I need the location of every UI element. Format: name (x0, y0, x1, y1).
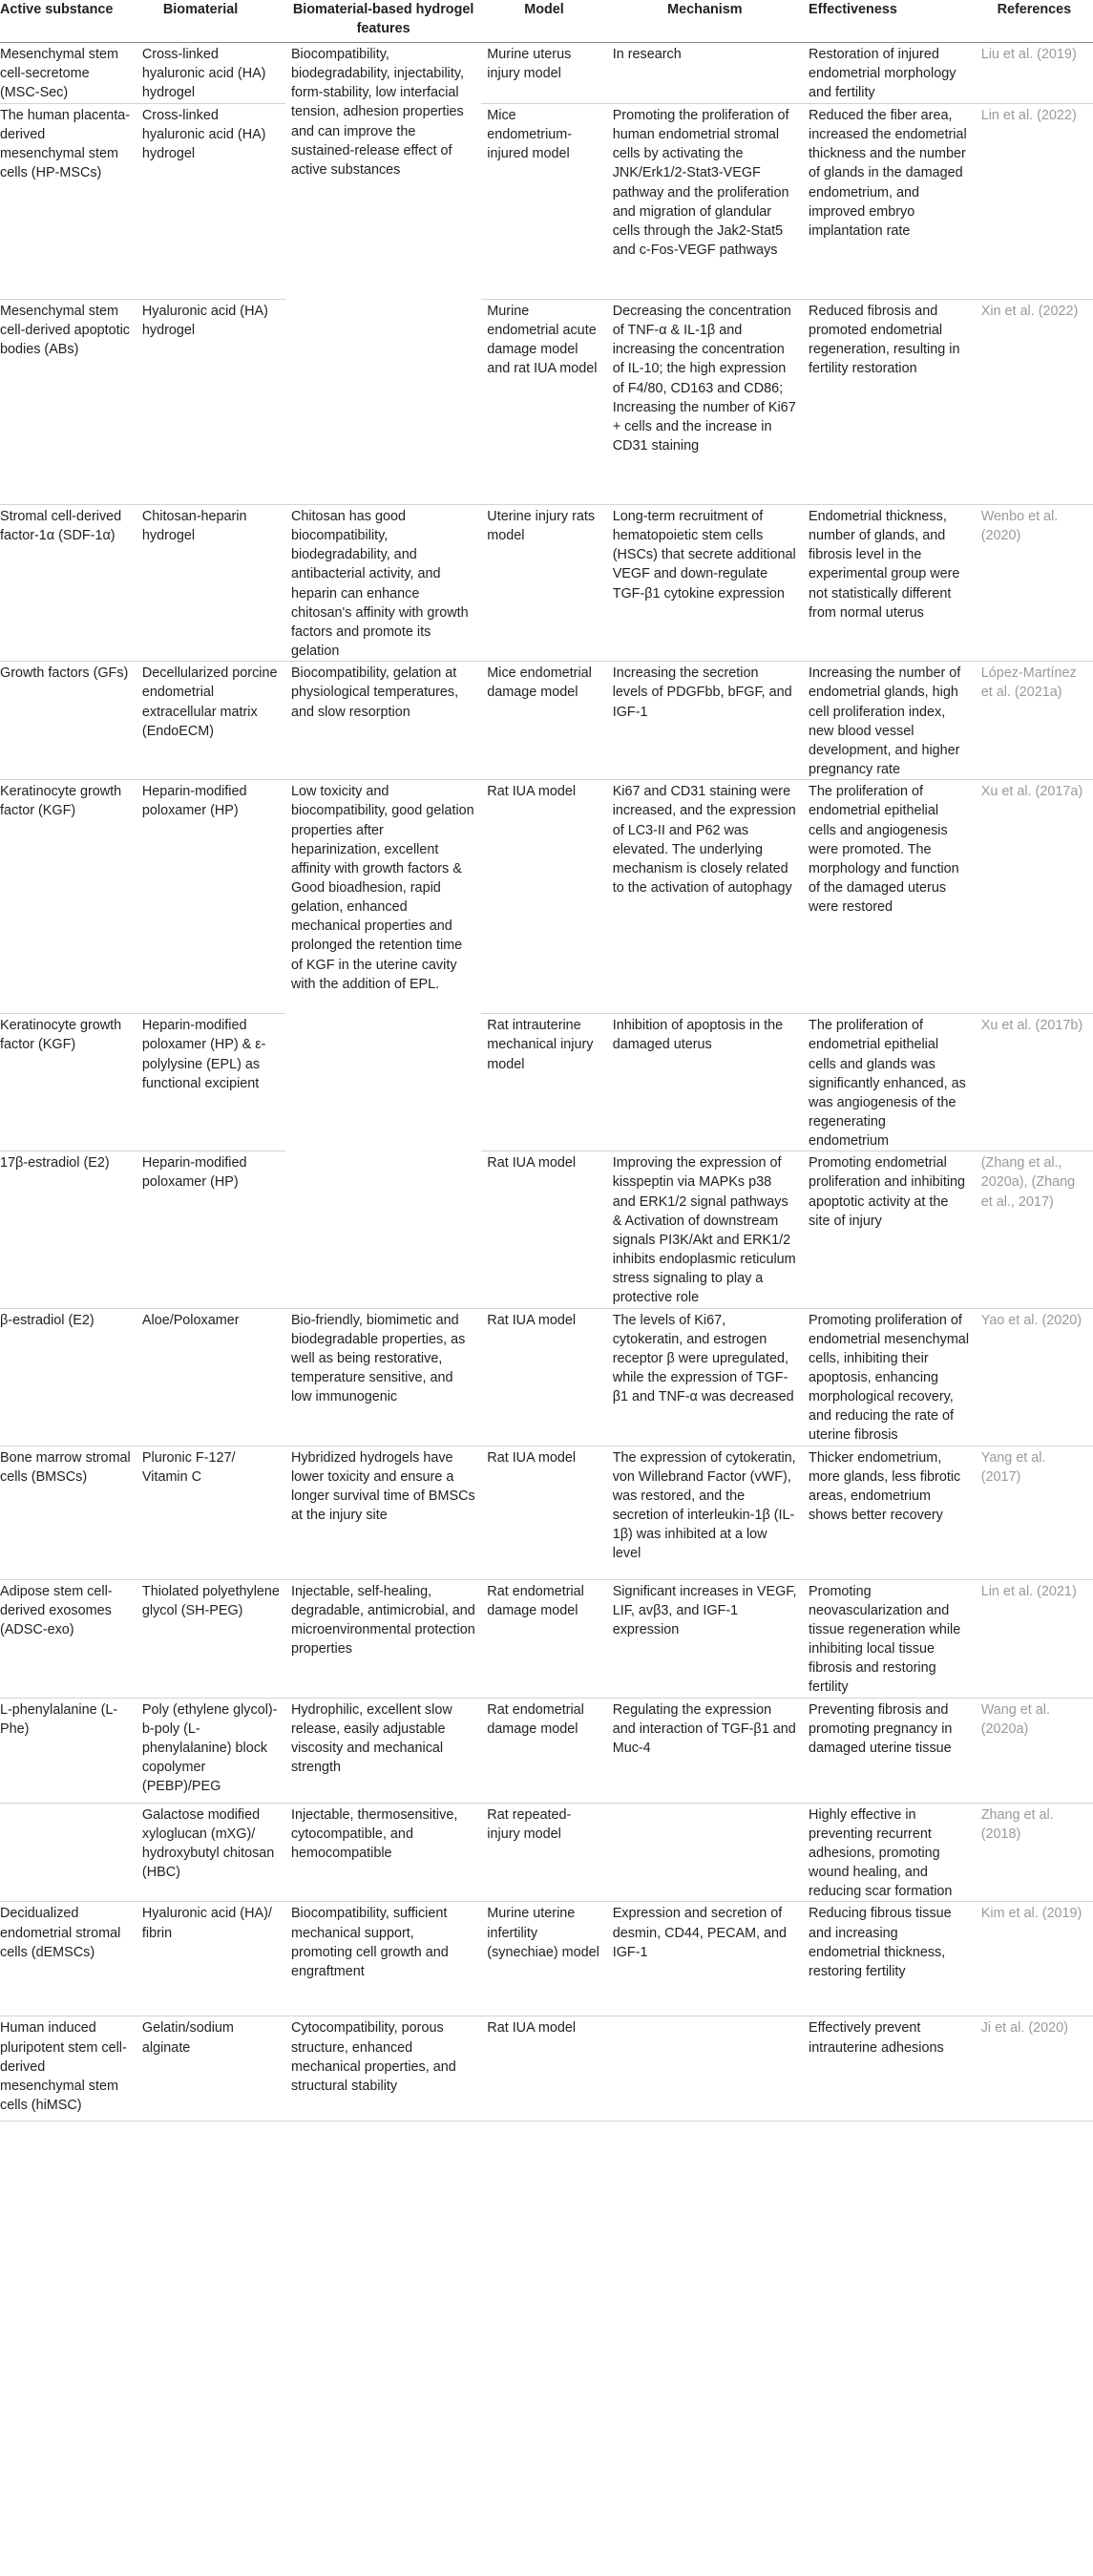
cell-features: Injectable, self-healing, degradable, antimicrobial, and microenvironmental protection properties (285, 1579, 481, 1698)
table-row (0, 1014, 1093, 1151)
table-row (0, 2016, 1093, 2122)
cell-model: Murine uterine infertility (synechiae) model (481, 1902, 606, 2016)
cell-mechanism: Long-term recruitment of hematopoietic stem cells (HSCs) that secrete additional VEGF and down-regulate TGF-β1 cytokine expression (607, 505, 803, 662)
cell-reference: Yao et al. (2020) (976, 1308, 1093, 1446)
cell-model: Rat repeated-injury model (481, 1803, 606, 1902)
cell-model: Murine uterus injury model (481, 43, 606, 104)
cell-mechanism: The expression of cytokeratin, von Willebrand Factor (vWF), was restored, and the secretion of interleukin-1β (IL-1β) was inhibited at a low level (607, 1446, 803, 1579)
table-row (0, 104, 1093, 300)
cell-active-substance: Bone marrow stromal cells (BMSCs) (0, 1446, 137, 1579)
table-row (0, 43, 1093, 104)
cell-biomaterial: Pluronic F-127/ Vitamin C (137, 1446, 285, 1579)
cell-mechanism (607, 1803, 803, 1902)
cell-biomaterial: Heparin-modified poloxamer (HP) (137, 1151, 285, 1308)
cell-active-substance: L-phenylalanine (L-Phe) (0, 1698, 137, 1803)
cell-effectiveness: Endometrial thickness, number of glands, and fibrosis level in the experimental group were not statistically different from normal uterus (803, 505, 976, 662)
cell-biomaterial: Cross-linked hyaluronic acid (HA) hydrogel (137, 43, 285, 104)
cell-biomaterial: Hyaluronic acid (HA) hydrogel (137, 300, 285, 505)
cell-effectiveness: The proliferation of endometrial epithelial cells and angiogenesis were promoted. The morphology and function of the damaged uterus were restored (803, 780, 976, 1014)
header-features: Biomaterial-based hydrogel features (285, 0, 481, 43)
cell-active-substance: The human placenta-derived mesenchymal stem cells (HP-MSCs) (0, 104, 137, 300)
table-header-row (0, 0, 1093, 43)
header-model: Model (481, 0, 606, 43)
cell-effectiveness: Thicker endometrium, more glands, less fibrotic areas, endometrium shows better recovery (803, 1446, 976, 1579)
cell-model: Rat intrauterine mechanical injury model (481, 1014, 606, 1151)
cell-effectiveness: Highly effective in preventing recurrent adhesions, promoting wound healing, and reducing scar formation (803, 1803, 976, 1902)
cell-mechanism: In research (607, 43, 803, 104)
cell-model: Rat endometrial damage model (481, 1698, 606, 1803)
cell-effectiveness: Restoration of injured endometrial morphology and fertility (803, 43, 976, 104)
cell-effectiveness: Promoting neovascularization and tissue regeneration while inhibiting local tissue fibrosis and restoring fertility (803, 1579, 976, 1698)
cell-reference: Zhang et al. (2018) (976, 1803, 1093, 1902)
cell-reference: Liu et al. (2019) (976, 43, 1093, 104)
cell-reference: Ji et al. (2020) (976, 2016, 1093, 2122)
cell-reference: Lin et al. (2022) (976, 104, 1093, 300)
cell-model: Rat IUA model (481, 1446, 606, 1579)
cell-active-substance: Mesenchymal stem cell-secretome (MSC-Sec) (0, 43, 137, 104)
cell-effectiveness: Promoting proliferation of endometrial mesenchymal cells, inhibiting their apoptosis, enhancing morphological recovery, and reducing the rate of uterine fibrosis (803, 1308, 976, 1446)
cell-features: Cytocompatibility, porous structure, enhanced mechanical properties, and structural stability (285, 2016, 481, 2122)
cell-features: Hydrophilic, excellent slow release, easily adjustable viscosity and mechanical strength (285, 1698, 481, 1803)
cell-biomaterial: Thiolated polyethylene glycol (SH-PEG) (137, 1579, 285, 1698)
cell-model: Mice endometrial damage model (481, 662, 606, 780)
cell-biomaterial: Heparin-modified poloxamer (HP) & ε-polylysine (EPL) as functional excipient (137, 1014, 285, 1151)
cell-effectiveness: Effectively prevent intrauterine adhesions (803, 2016, 976, 2122)
cell-reference: Xu et al. (2017b) (976, 1014, 1093, 1151)
cell-model: Rat IUA model (481, 2016, 606, 2122)
cell-active-substance: Adipose stem cell-derived exosomes (ADSC-exo) (0, 1579, 137, 1698)
cell-biomaterial: Hyaluronic acid (HA)/ fibrin (137, 1902, 285, 2016)
cell-features: Injectable, thermosensitive, cytocompatible, and hemocompatible (285, 1803, 481, 1902)
cell-features: Biocompatibility, sufficient mechanical support, promoting cell growth and engraftment (285, 1902, 481, 2016)
cell-effectiveness: Preventing fibrosis and promoting pregnancy in damaged uterine tissue (803, 1698, 976, 1803)
cell-reference: Lin et al. (2021) (976, 1579, 1093, 1698)
cell-active-substance: Growth factors (GFs) (0, 662, 137, 780)
header-mechanism: Mechanism (607, 0, 803, 43)
cell-active-substance: 17β-estradiol (E2) (0, 1151, 137, 1308)
cell-reference: Wang et al. (2020a) (976, 1698, 1093, 1803)
cell-active-substance: Decidualized endometrial stromal cells (dEMSCs) (0, 1902, 137, 2016)
cell-model: Rat IUA model (481, 1151, 606, 1308)
cell-effectiveness: Reduced fibrosis and promoted endometrial regeneration, resulting in fertility restoration (803, 300, 976, 505)
table-row (0, 1902, 1093, 2016)
cell-mechanism: Ki67 and CD31 staining were increased, and the expression of LC3-II and P62 was elevated. The underlying mechanism is closely related to the activation of autophagy (607, 780, 803, 1014)
cell-reference: Yang et al. (2017) (976, 1446, 1093, 1579)
cell-biomaterial: Decellularized porcine endometrial extracellular matrix (EndoECM) (137, 662, 285, 780)
cell-model: Murine endometrial acute damage model and rat IUA model (481, 300, 606, 505)
cell-active-substance: Stromal cell-derived factor-1α (SDF-1α) (0, 505, 137, 662)
cell-biomaterial: Poly (ethylene glycol)-b-poly (L-phenylalanine) block copolymer (PEBP)/PEG (137, 1698, 285, 1803)
cell-features: Bio-friendly, biomimetic and biodegradable properties, as well as being restorative, temperature sensitive, and low immunogenic (285, 1308, 481, 1446)
cell-effectiveness: Reducing fibrous tissue and increasing endometrial thickness, restoring fertility (803, 1902, 976, 2016)
cell-mechanism: Decreasing the concentration of TNF-α & IL-1β and increasing the concentration of IL-10; the high expression of F4/80, CD163 and CD86; Increasing the number of Ki67 + cells and the increase in CD31 staining (607, 300, 803, 505)
table-row (0, 780, 1093, 1014)
cell-features: Low toxicity and biocompatibility, good gelation properties after heparinization, excellent affinity with growth factors & Good bioadhesion, rapid gelation, enhanced mechanical properties and prolonged the retention time of KGF in the uterine cavity with the addition of EPL. (285, 780, 481, 1308)
table-row (0, 662, 1093, 780)
header-active-substance: Active substance (0, 0, 137, 43)
cell-model: Mice endometrium-injured model (481, 104, 606, 300)
cell-model: Rat IUA model (481, 780, 606, 1014)
cell-mechanism: Inhibition of apoptosis in the damaged uterus (607, 1014, 803, 1151)
cell-effectiveness: Increasing the number of endometrial glands, high cell proliferation index, new blood vessel development, and higher pregnancy rate (803, 662, 976, 780)
cell-mechanism: Significant increases in VEGF, LIF, avβ3, and IGF-1 expression (607, 1579, 803, 1698)
cell-features: Biocompatibility, biodegradability, injectability, form-stability, low interfacial tension, adhesion properties and can improve the sustained-release effect of active substances (285, 43, 481, 505)
table-row (0, 1579, 1093, 1698)
cell-active-substance (0, 1803, 137, 1902)
cell-biomaterial: Chitosan-heparin hydrogel (137, 505, 285, 662)
cell-biomaterial: Aloe/Poloxamer (137, 1308, 285, 1446)
cell-mechanism (607, 2016, 803, 2122)
table-row (0, 1446, 1093, 1579)
cell-reference: Kim et al. (2019) (976, 1902, 1093, 2016)
cell-biomaterial: Heparin-modified poloxamer (HP) (137, 780, 285, 1014)
cell-biomaterial: Galactose modified xyloglucan (mXG)/ hydroxybutyl chitosan (HBC) (137, 1803, 285, 1902)
cell-active-substance: Keratinocyte growth factor (KGF) (0, 780, 137, 1014)
table-body (0, 43, 1093, 2122)
table-row (0, 1151, 1093, 1308)
header-effectiveness: Effectiveness (803, 0, 976, 43)
cell-biomaterial: Gelatin/sodium alginate (137, 2016, 285, 2122)
cell-effectiveness: The proliferation of endometrial epithelial cells and glands was significantly enhanced, as was angiogenesis of the regenerating endometrium (803, 1014, 976, 1151)
cell-reference: Wenbo et al. (2020) (976, 505, 1093, 662)
cell-biomaterial: Cross-linked hyaluronic acid (HA) hydrogel (137, 104, 285, 300)
cell-effectiveness: Promoting endometrial proliferation and inhibiting apoptotic activity at the site of injury (803, 1151, 976, 1308)
cell-features: Chitosan has good biocompatibility, biodegradability, and antibacterial activity, and heparin can enhance chitosan's affinity with growth factors and promote its gelation (285, 505, 481, 662)
table-row (0, 1698, 1093, 1803)
cell-active-substance: Human induced pluripotent stem cell-derived mesenchymal stem cells (hiMSC) (0, 2016, 137, 2122)
cell-model: Uterine injury rats model (481, 505, 606, 662)
cell-mechanism: Expression and secretion of desmin, CD44, PECAM, and IGF-1 (607, 1902, 803, 2016)
cell-effectiveness: Reduced the fiber area, increased the endometrial thickness and the number of glands in the damaged endometrium, and improved embryo implantation rate (803, 104, 976, 300)
cell-features: Hybridized hydrogels have lower toxicity and ensure a longer survival time of BMSCs at the injury site (285, 1446, 481, 1579)
cell-mechanism: Promoting the proliferation of human endometrial stromal cells by activating the JNK/Erk1/2-Stat3-VEGF pathway and the proliferation and migration of glandular cells through the Jak2-Stat5 and c-Fos-VEGF pathways (607, 104, 803, 300)
header-biomaterial: Biomaterial (137, 0, 285, 43)
cell-mechanism: Regulating the expression and interaction of TGF-β1 and Muc-4 (607, 1698, 803, 1803)
table-row (0, 1803, 1093, 1902)
cell-reference: Xin et al. (2022) (976, 300, 1093, 505)
header-references: References (976, 0, 1093, 43)
table-row (0, 1308, 1093, 1446)
cell-mechanism: Improving the expression of kisspeptin via MAPKs p38 and ERK1/2 signal pathways & Activation of downstream signals PI3K/Akt and ERK1/2 inhibits endoplasmic reticulum stress signaling to play a protective role (607, 1151, 803, 1308)
table-row (0, 505, 1093, 662)
cell-features: Biocompatibility, gelation at physiological temperatures, and slow resorption (285, 662, 481, 780)
cell-reference: López-Martínez et al. (2021a) (976, 662, 1093, 780)
cell-model: Rat endometrial damage model (481, 1579, 606, 1698)
cell-active-substance: Mesenchymal stem cell-derived apoptotic bodies (ABs) (0, 300, 137, 505)
cell-active-substance: Keratinocyte growth factor (KGF) (0, 1014, 137, 1151)
cell-active-substance: β-estradiol (E2) (0, 1308, 137, 1446)
table-row (0, 300, 1093, 505)
cell-mechanism: The levels of Ki67, cytokeratin, and estrogen receptor β were upregulated, while the expression of TGF-β1 and TNF-α was decreased (607, 1308, 803, 1446)
cell-mechanism: Increasing the secretion levels of PDGFbb, bFGF, and IGF-1 (607, 662, 803, 780)
cell-reference: (Zhang et al., 2020a), (Zhang et al., 2017) (976, 1151, 1093, 1308)
cell-reference: Xu et al. (2017a) (976, 780, 1093, 1014)
cell-model: Rat IUA model (481, 1308, 606, 1446)
